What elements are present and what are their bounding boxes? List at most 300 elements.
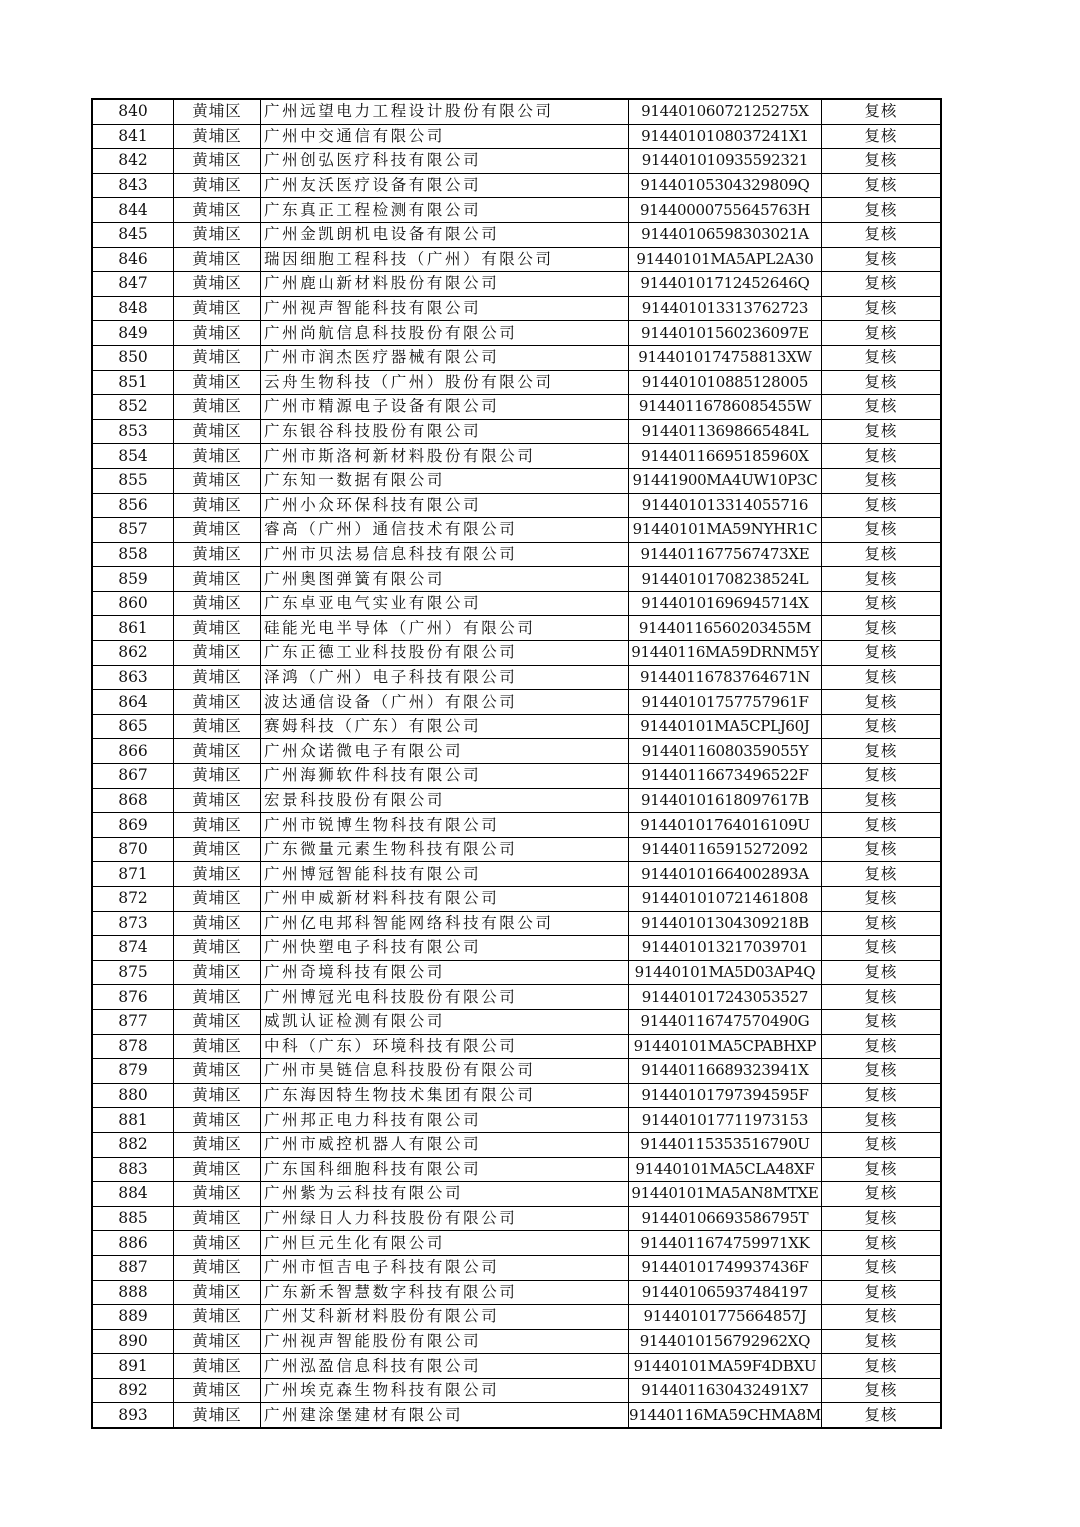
row-number-cell: 884: [92, 1182, 174, 1207]
company-name-cell: 广州市润杰医疗器械有限公司: [261, 345, 629, 370]
table-row: [92, 714, 941, 739]
row-number-cell: 863: [92, 665, 174, 690]
row-number-cell: 877: [92, 1009, 174, 1034]
table-row: [92, 1231, 941, 1256]
row-number-cell: 859: [92, 567, 174, 592]
row-number-cell: 893: [92, 1403, 174, 1428]
table-row: [92, 444, 941, 469]
district-cell: 黄埔区: [174, 887, 261, 912]
row-number-cell: 891: [92, 1354, 174, 1379]
company-list-table: [91, 98, 942, 1429]
district-cell: 黄埔区: [174, 936, 261, 961]
company-name-cell: 广州邦正电力科技有限公司: [261, 1108, 629, 1133]
table-row: [92, 419, 941, 444]
company-name-cell: 广州博冠智能科技有限公司: [261, 862, 629, 887]
credit-code-cell: 91440101MA5CLA48XF: [629, 1157, 822, 1182]
review-type-cell: 复核: [821, 813, 941, 838]
credit-code-cell: 9144010108037241X1: [629, 124, 822, 149]
row-number-cell: 858: [92, 542, 174, 567]
district-cell: 黄埔区: [174, 788, 261, 813]
district-cell: 黄埔区: [174, 739, 261, 764]
district-cell: 黄埔区: [174, 1182, 261, 1207]
company-name-cell: 广州视声智能股份有限公司: [261, 1329, 629, 1354]
review-type-cell: 复核: [821, 493, 941, 518]
company-name-cell: 广州快塑电子科技有限公司: [261, 936, 629, 961]
review-type-cell: 复核: [821, 542, 941, 567]
table-row: [92, 1083, 941, 1108]
review-type-cell: 复核: [821, 198, 941, 223]
row-number-cell: 886: [92, 1231, 174, 1256]
table-row: [92, 887, 941, 912]
row-number-cell: 845: [92, 222, 174, 247]
credit-code-cell: 91440101712452646Q: [629, 272, 822, 297]
review-type-cell: 复核: [821, 1083, 941, 1108]
district-cell: 黄埔区: [174, 173, 261, 198]
credit-code-cell: 9144011630432491X7: [629, 1378, 822, 1403]
company-name-cell: 广东新禾智慧数字科技有限公司: [261, 1280, 629, 1305]
company-name-cell: 广州奇境科技有限公司: [261, 960, 629, 985]
district-cell: 黄埔区: [174, 370, 261, 395]
district-cell: 黄埔区: [174, 542, 261, 567]
row-number-cell: 867: [92, 764, 174, 789]
review-type-cell: 复核: [821, 1329, 941, 1354]
row-number-cell: 843: [92, 173, 174, 198]
review-type-cell: 复核: [821, 665, 941, 690]
row-number-cell: 852: [92, 395, 174, 420]
table-row: [92, 1009, 941, 1034]
district-cell: 黄埔区: [174, 960, 261, 985]
district-cell: 黄埔区: [174, 99, 261, 124]
table-row: [92, 493, 941, 518]
table-row: [92, 296, 941, 321]
credit-code-cell: 91440101664002893A: [629, 862, 822, 887]
credit-code-cell: 91440101757757961F: [629, 690, 822, 715]
row-number-cell: 846: [92, 247, 174, 272]
company-name-cell: 广州尚航信息科技股份有限公司: [261, 321, 629, 346]
company-name-cell: 广东银谷科技股份有限公司: [261, 419, 629, 444]
credit-code-cell: 91441900MA4UW10P3C: [629, 468, 822, 493]
credit-code-cell: 914401010721461808: [629, 887, 822, 912]
row-number-cell: 887: [92, 1255, 174, 1280]
review-type-cell: 复核: [821, 1255, 941, 1280]
credit-code-cell: 914401010885128005: [629, 370, 822, 395]
row-number-cell: 873: [92, 911, 174, 936]
company-name-cell: 广州金凯朗机电设备有限公司: [261, 222, 629, 247]
row-number-cell: 856: [92, 493, 174, 518]
company-name-cell: 广州市贝法易信息科技有限公司: [261, 542, 629, 567]
company-name-cell: 中科（广东）环境科技有限公司: [261, 1034, 629, 1059]
table-row: [92, 567, 941, 592]
company-name-cell: 广州艾科新材料股份有限公司: [261, 1305, 629, 1330]
district-cell: 黄埔区: [174, 1329, 261, 1354]
table-row: [92, 911, 941, 936]
review-type-cell: 复核: [821, 1132, 941, 1157]
table-row: [92, 1157, 941, 1182]
credit-code-cell: 9144010156792962XQ: [629, 1329, 822, 1354]
table-row: [92, 739, 941, 764]
district-cell: 黄埔区: [174, 1083, 261, 1108]
company-name-cell: 广州泓盈信息科技有限公司: [261, 1354, 629, 1379]
row-number-cell: 847: [92, 272, 174, 297]
credit-code-cell: 914401017711973153: [629, 1108, 822, 1133]
review-type-cell: 复核: [821, 124, 941, 149]
district-cell: 黄埔区: [174, 1255, 261, 1280]
district-cell: 黄埔区: [174, 1157, 261, 1182]
company-name-cell: 广州市昊链信息科技股份有限公司: [261, 1059, 629, 1084]
district-cell: 黄埔区: [174, 345, 261, 370]
district-cell: 黄埔区: [174, 862, 261, 887]
credit-code-cell: 91440101MA59NYHR1C: [629, 518, 822, 543]
credit-code-cell: 91440116673496522F: [629, 764, 822, 789]
credit-code-cell: 9144011674759971XK: [629, 1231, 822, 1256]
company-name-cell: 广州绿日人力科技股份有限公司: [261, 1206, 629, 1231]
district-cell: 黄埔区: [174, 247, 261, 272]
row-number-cell: 849: [92, 321, 174, 346]
review-type-cell: 复核: [821, 149, 941, 174]
table-row: [92, 1403, 941, 1428]
credit-code-cell: 914401013313762723: [629, 296, 822, 321]
table-row: [92, 1034, 941, 1059]
review-type-cell: 复核: [821, 468, 941, 493]
district-cell: 黄埔区: [174, 641, 261, 666]
table-row: [92, 616, 941, 641]
review-type-cell: 复核: [821, 1403, 941, 1428]
row-number-cell: 868: [92, 788, 174, 813]
company-name-cell: 广东正德工业科技股份有限公司: [261, 641, 629, 666]
row-number-cell: 892: [92, 1378, 174, 1403]
district-cell: 黄埔区: [174, 296, 261, 321]
company-name-cell: 广州众诺微电子有限公司: [261, 739, 629, 764]
district-cell: 黄埔区: [174, 616, 261, 641]
company-name-cell: 广州紫为云科技有限公司: [261, 1182, 629, 1207]
table-row: [92, 764, 941, 789]
row-number-cell: 880: [92, 1083, 174, 1108]
table-row: [92, 936, 941, 961]
table-row: [92, 1280, 941, 1305]
credit-code-cell: 914401017243053527: [629, 985, 822, 1010]
row-number-cell: 870: [92, 837, 174, 862]
review-type-cell: 复核: [821, 321, 941, 346]
credit-code-cell: 91440105304329809Q: [629, 173, 822, 198]
table-row: [92, 1132, 941, 1157]
table-row: [92, 862, 941, 887]
credit-code-cell: 91440116689323941X: [629, 1059, 822, 1084]
company-name-cell: 广东知一数据有限公司: [261, 468, 629, 493]
company-name-cell: 广州申威新材料科技有限公司: [261, 887, 629, 912]
credit-code-cell: 914401165915272092: [629, 837, 822, 862]
district-cell: 黄埔区: [174, 567, 261, 592]
district-cell: 黄埔区: [174, 591, 261, 616]
review-type-cell: 复核: [821, 296, 941, 321]
company-name-cell: 广州市斯洛柯新材料股份有限公司: [261, 444, 629, 469]
review-type-cell: 复核: [821, 911, 941, 936]
review-type-cell: 复核: [821, 764, 941, 789]
review-type-cell: 复核: [821, 1231, 941, 1256]
review-type-cell: 复核: [821, 788, 941, 813]
table-row: [92, 173, 941, 198]
district-cell: 黄埔区: [174, 222, 261, 247]
review-type-cell: 复核: [821, 616, 941, 641]
company-name-cell: 广州创弘医疗科技有限公司: [261, 149, 629, 174]
credit-code-cell: 91440101618097617B: [629, 788, 822, 813]
review-type-cell: 复核: [821, 985, 941, 1010]
row-number-cell: 844: [92, 198, 174, 223]
district-cell: 黄埔区: [174, 665, 261, 690]
row-number-cell: 881: [92, 1108, 174, 1133]
review-type-cell: 复核: [821, 1354, 941, 1379]
table-row: [92, 99, 941, 124]
credit-code-cell: 91440101MA5AN8MTXE: [629, 1182, 822, 1207]
company-name-cell: 广州视声智能科技有限公司: [261, 296, 629, 321]
district-cell: 黄埔区: [174, 124, 261, 149]
district-cell: 黄埔区: [174, 1280, 261, 1305]
credit-code-cell: 91440101MA5CPABHXP: [629, 1034, 822, 1059]
district-cell: 黄埔区: [174, 1231, 261, 1256]
company-name-cell: 睿高（广州）通信技术有限公司: [261, 518, 629, 543]
credit-code-cell: 91440115353516790U: [629, 1132, 822, 1157]
table-row: [92, 247, 941, 272]
review-type-cell: 复核: [821, 1280, 941, 1305]
company-name-cell: 广州奥图弹簧有限公司: [261, 567, 629, 592]
credit-code-cell: 91440106598303021A: [629, 222, 822, 247]
row-number-cell: 842: [92, 149, 174, 174]
credit-code-cell: 91440101749937436F: [629, 1255, 822, 1280]
company-name-cell: 瑞因细胞工程科技（广州）有限公司: [261, 247, 629, 272]
credit-code-cell: 914401013314055716: [629, 493, 822, 518]
credit-code-cell: 91440101764016109U: [629, 813, 822, 838]
company-name-cell: 广州市恒吉电子科技有限公司: [261, 1255, 629, 1280]
table-row: [92, 591, 941, 616]
district-cell: 黄埔区: [174, 321, 261, 346]
table-row: [92, 1354, 941, 1379]
credit-code-cell: 91440101696945714X: [629, 591, 822, 616]
company-name-cell: 广州海狮软件科技有限公司: [261, 764, 629, 789]
credit-code-cell: 91440113698665484L: [629, 419, 822, 444]
district-cell: 黄埔区: [174, 198, 261, 223]
company-name-cell: 广州市精源电子设备有限公司: [261, 395, 629, 420]
row-number-cell: 871: [92, 862, 174, 887]
row-number-cell: 876: [92, 985, 174, 1010]
row-number-cell: 875: [92, 960, 174, 985]
row-number-cell: 855: [92, 468, 174, 493]
company-name-cell: 广东微量元素生物科技有限公司: [261, 837, 629, 862]
company-name-cell: 广州小众环保科技有限公司: [261, 493, 629, 518]
review-type-cell: 复核: [821, 1009, 941, 1034]
credit-code-cell: 91440101797394595F: [629, 1083, 822, 1108]
company-name-cell: 宏景科技股份有限公司: [261, 788, 629, 813]
review-type-cell: 复核: [821, 567, 941, 592]
credit-code-cell: 91440106072125275X: [629, 99, 822, 124]
company-name-cell: 广东海因特生物技术集团有限公司: [261, 1083, 629, 1108]
table-row: [92, 149, 941, 174]
credit-code-cell: 91440000755645763H: [629, 198, 822, 223]
district-cell: 黄埔区: [174, 468, 261, 493]
credit-code-cell: 91440101MA5CPLJ60J: [629, 714, 822, 739]
district-cell: 黄埔区: [174, 837, 261, 862]
credit-code-cell: 91440101775664857J: [629, 1305, 822, 1330]
company-name-cell: 硅能光电半导体（广州）有限公司: [261, 616, 629, 641]
credit-code-cell: 91440101304309218B: [629, 911, 822, 936]
company-name-cell: 广东国科细胞科技有限公司: [261, 1157, 629, 1182]
credit-code-cell: 91440116MA59DRNM5Y: [629, 641, 822, 666]
company-name-cell: 广州博冠光电科技股份有限公司: [261, 985, 629, 1010]
review-type-cell: 复核: [821, 173, 941, 198]
review-type-cell: 复核: [821, 345, 941, 370]
row-number-cell: 850: [92, 345, 174, 370]
table-row: [92, 837, 941, 862]
review-type-cell: 复核: [821, 419, 941, 444]
table-row: [92, 370, 941, 395]
credit-code-cell: 91440116786085455W: [629, 395, 822, 420]
review-type-cell: 复核: [821, 936, 941, 961]
review-type-cell: 复核: [821, 739, 941, 764]
row-number-cell: 857: [92, 518, 174, 543]
credit-code-cell: 914401013217039701: [629, 936, 822, 961]
row-number-cell: 862: [92, 641, 174, 666]
table-row: [92, 222, 941, 247]
table-row: [92, 1182, 941, 1207]
row-number-cell: 861: [92, 616, 174, 641]
table-row: [92, 1378, 941, 1403]
row-number-cell: 841: [92, 124, 174, 149]
company-name-cell: 云舟生物科技（广州）股份有限公司: [261, 370, 629, 395]
district-cell: 黄埔区: [174, 714, 261, 739]
review-type-cell: 复核: [821, 1034, 941, 1059]
district-cell: 黄埔区: [174, 1108, 261, 1133]
company-name-cell: 赛姆科技（广东）有限公司: [261, 714, 629, 739]
company-name-cell: 广州友沃医疗设备有限公司: [261, 173, 629, 198]
credit-code-cell: 91440116747570490G: [629, 1009, 822, 1034]
row-number-cell: 866: [92, 739, 174, 764]
table-row: [92, 1108, 941, 1133]
company-name-cell: 广州亿电邦科智能网络科技有限公司: [261, 911, 629, 936]
credit-code-cell: 9144011677567473XE: [629, 542, 822, 567]
table-row: [92, 1255, 941, 1280]
district-cell: 黄埔区: [174, 395, 261, 420]
credit-code-cell: 91440101560236097E: [629, 321, 822, 346]
company-name-cell: 广东真正工程检测有限公司: [261, 198, 629, 223]
row-number-cell: 888: [92, 1280, 174, 1305]
company-name-cell: 广州鹿山新材料股份有限公司: [261, 272, 629, 297]
row-number-cell: 851: [92, 370, 174, 395]
row-number-cell: 885: [92, 1206, 174, 1231]
row-number-cell: 890: [92, 1329, 174, 1354]
review-type-cell: 复核: [821, 862, 941, 887]
review-type-cell: 复核: [821, 222, 941, 247]
table-row: [92, 1329, 941, 1354]
row-number-cell: 874: [92, 936, 174, 961]
row-number-cell: 883: [92, 1157, 174, 1182]
company-name-cell: 广东卓亚电气实业有限公司: [261, 591, 629, 616]
company-name-cell: 威凯认证检测有限公司: [261, 1009, 629, 1034]
district-cell: 黄埔区: [174, 911, 261, 936]
credit-code-cell: 91440116080359055Y: [629, 739, 822, 764]
table-row: [92, 1305, 941, 1330]
row-number-cell: 864: [92, 690, 174, 715]
review-type-cell: 复核: [821, 518, 941, 543]
review-type-cell: 复核: [821, 1157, 941, 1182]
table-row: [92, 788, 941, 813]
row-number-cell: 889: [92, 1305, 174, 1330]
company-name-cell: 广州市锐博生物科技有限公司: [261, 813, 629, 838]
credit-code-cell: 914401065937484197: [629, 1280, 822, 1305]
company-name-cell: 广州埃克森生物科技有限公司: [261, 1378, 629, 1403]
review-type-cell: 复核: [821, 714, 941, 739]
review-type-cell: 复核: [821, 99, 941, 124]
row-number-cell: 879: [92, 1059, 174, 1084]
review-type-cell: 复核: [821, 1305, 941, 1330]
district-cell: 黄埔区: [174, 764, 261, 789]
company-name-cell: 广州建涂堡建材有限公司: [261, 1403, 629, 1428]
district-cell: 黄埔区: [174, 690, 261, 715]
credit-code-cell: 91440116695185960X: [629, 444, 822, 469]
credit-code-cell: 91440101MA5D03AP4Q: [629, 960, 822, 985]
district-cell: 黄埔区: [174, 1009, 261, 1034]
company-name-cell: 泽鸿（广州）电子科技有限公司: [261, 665, 629, 690]
district-cell: 黄埔区: [174, 149, 261, 174]
table-row: [92, 395, 941, 420]
credit-code-cell: 9144010174758813XW: [629, 345, 822, 370]
table-row: [92, 518, 941, 543]
review-type-cell: 复核: [821, 887, 941, 912]
row-number-cell: 860: [92, 591, 174, 616]
table-row: [92, 345, 941, 370]
row-number-cell: 840: [92, 99, 174, 124]
table-row: [92, 272, 941, 297]
review-type-cell: 复核: [821, 272, 941, 297]
table-row: [92, 641, 941, 666]
row-number-cell: 848: [92, 296, 174, 321]
review-type-cell: 复核: [821, 837, 941, 862]
review-type-cell: 复核: [821, 690, 941, 715]
review-type-cell: 复核: [821, 591, 941, 616]
review-type-cell: 复核: [821, 444, 941, 469]
review-type-cell: 复核: [821, 960, 941, 985]
district-cell: 黄埔区: [174, 444, 261, 469]
district-cell: 黄埔区: [174, 1034, 261, 1059]
review-type-cell: 复核: [821, 1206, 941, 1231]
table-row: [92, 665, 941, 690]
credit-code-cell: 91440106693586795T: [629, 1206, 822, 1231]
row-number-cell: 872: [92, 887, 174, 912]
district-cell: 黄埔区: [174, 1132, 261, 1157]
district-cell: 黄埔区: [174, 493, 261, 518]
district-cell: 黄埔区: [174, 1354, 261, 1379]
review-type-cell: 复核: [821, 641, 941, 666]
district-cell: 黄埔区: [174, 985, 261, 1010]
review-type-cell: 复核: [821, 370, 941, 395]
company-name-cell: 波达通信设备（广州）有限公司: [261, 690, 629, 715]
district-cell: 黄埔区: [174, 1305, 261, 1330]
district-cell: 黄埔区: [174, 1059, 261, 1084]
review-type-cell: 复核: [821, 247, 941, 272]
district-cell: 黄埔区: [174, 518, 261, 543]
table-row: [92, 468, 941, 493]
review-type-cell: 复核: [821, 1378, 941, 1403]
credit-code-cell: 91440101708238524L: [629, 567, 822, 592]
credit-code-cell: 91440116783764671N: [629, 665, 822, 690]
table-row: [92, 813, 941, 838]
table-row: [92, 542, 941, 567]
review-type-cell: 复核: [821, 1182, 941, 1207]
table-row: [92, 124, 941, 149]
review-type-cell: 复核: [821, 395, 941, 420]
table-row: [92, 1059, 941, 1084]
table-row: [92, 690, 941, 715]
row-number-cell: 869: [92, 813, 174, 838]
table-row: [92, 960, 941, 985]
table-body: [92, 99, 941, 1428]
